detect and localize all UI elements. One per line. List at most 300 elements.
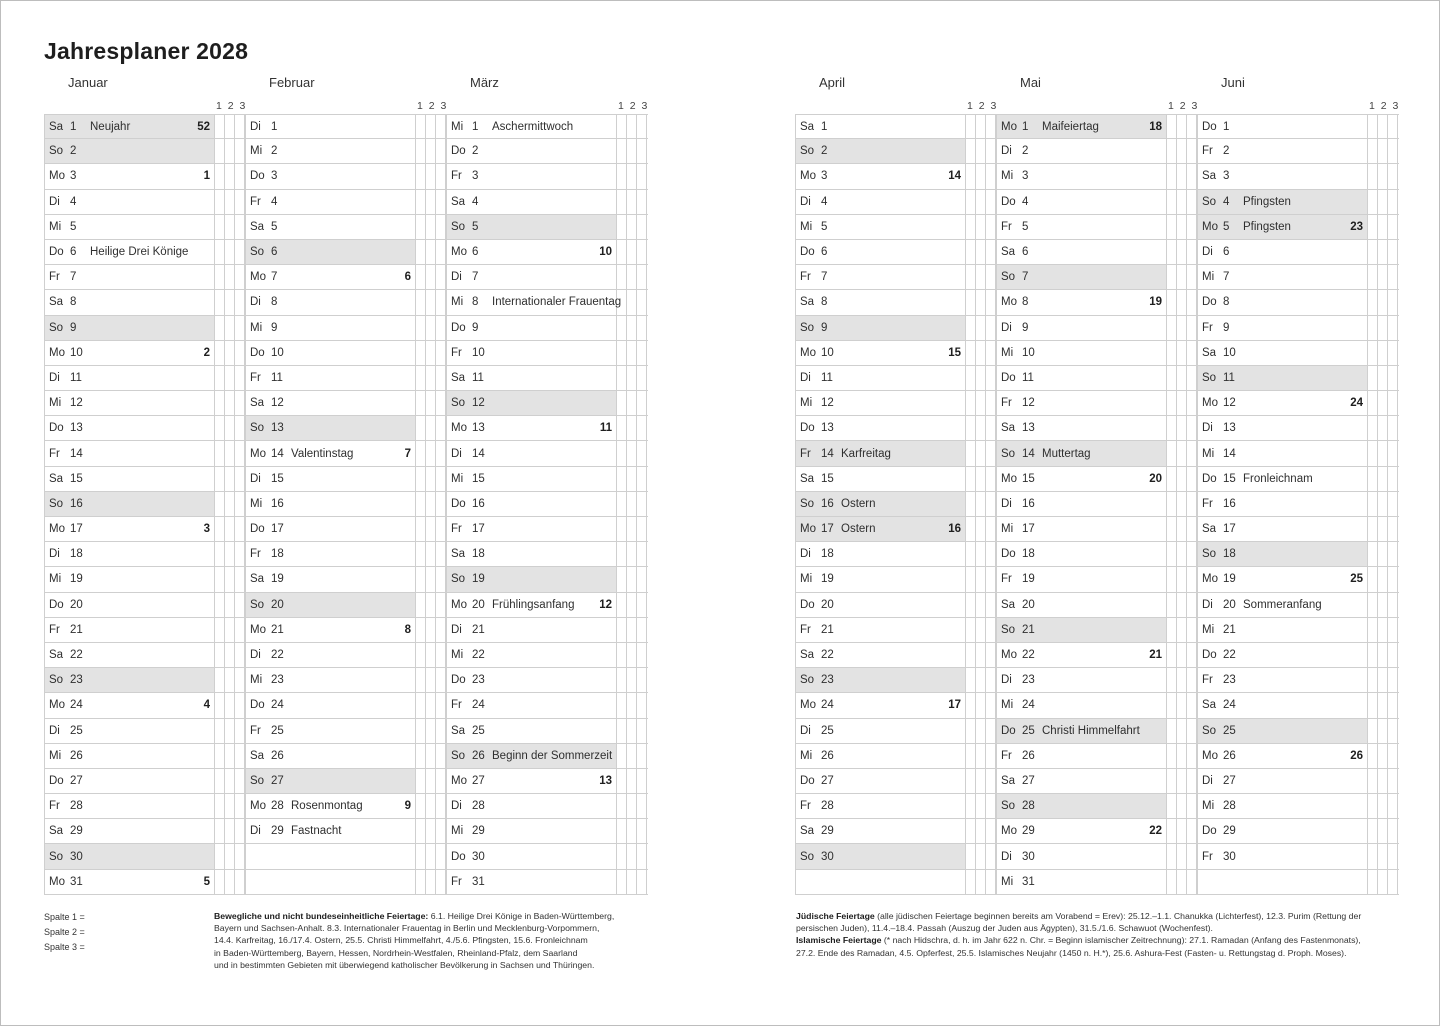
- note-column-3[interactable]: [1187, 316, 1197, 340]
- day-cell[interactable]: [795, 391, 966, 415]
- day-row[interactable]: [996, 517, 1198, 542]
- note-column-2[interactable]: [426, 441, 436, 465]
- note-column-1[interactable]: [416, 769, 426, 793]
- note-column-3[interactable]: [1388, 870, 1398, 894]
- note-column-2[interactable]: [976, 593, 986, 617]
- day-cell[interactable]: [795, 844, 966, 868]
- day-row[interactable]: [245, 668, 447, 693]
- note-column-2[interactable]: [426, 341, 436, 365]
- note-column-1[interactable]: [617, 441, 627, 465]
- day-cell[interactable]: [996, 215, 1167, 239]
- day-row[interactable]: [446, 769, 648, 794]
- note-column-3[interactable]: [1187, 870, 1197, 894]
- day-cell[interactable]: [996, 744, 1167, 768]
- day-row[interactable]: [795, 391, 997, 416]
- day-cell[interactable]: [996, 115, 1167, 138]
- day-row[interactable]: [245, 316, 447, 341]
- note-column-3[interactable]: [1187, 542, 1197, 566]
- day-cell[interactable]: [996, 668, 1167, 692]
- day-cell[interactable]: [44, 744, 215, 768]
- note-column-3[interactable]: [436, 769, 446, 793]
- note-column-3[interactable]: [637, 517, 647, 541]
- note-column-2[interactable]: [627, 819, 637, 843]
- note-column-2[interactable]: [225, 719, 235, 743]
- day-cell[interactable]: [795, 492, 966, 516]
- note-column-3[interactable]: [235, 366, 245, 390]
- day-row[interactable]: [1197, 114, 1399, 139]
- day-cell[interactable]: [245, 139, 416, 163]
- note-column-3[interactable]: [986, 643, 996, 667]
- note-column-1[interactable]: [416, 467, 426, 491]
- note-column-3[interactable]: [1388, 441, 1398, 465]
- note-column-3[interactable]: [1187, 492, 1197, 516]
- day-cell[interactable]: [44, 819, 215, 843]
- day-row[interactable]: [795, 643, 997, 668]
- note-column-2[interactable]: [976, 744, 986, 768]
- note-column-3[interactable]: [436, 115, 446, 138]
- note-column-1[interactable]: [966, 316, 976, 340]
- note-column-2[interactable]: [225, 567, 235, 591]
- note-column-1[interactable]: [215, 492, 225, 516]
- note-column-2[interactable]: [1378, 115, 1388, 138]
- day-row[interactable]: [44, 416, 246, 441]
- note-column-1[interactable]: [416, 542, 426, 566]
- note-column-1[interactable]: [617, 693, 627, 717]
- day-cell[interactable]: [44, 794, 215, 818]
- day-cell[interactable]: [996, 290, 1167, 314]
- note-column-3[interactable]: [986, 139, 996, 163]
- day-cell[interactable]: [245, 115, 416, 138]
- note-column-3[interactable]: [1187, 115, 1197, 138]
- note-column-1[interactable]: [966, 643, 976, 667]
- note-column-1[interactable]: [1368, 844, 1378, 868]
- note-column-1[interactable]: [617, 115, 627, 138]
- day-row[interactable]: [1197, 391, 1399, 416]
- note-column-3[interactable]: [235, 441, 245, 465]
- note-column-3[interactable]: [1187, 190, 1197, 214]
- day-row[interactable]: [996, 265, 1198, 290]
- note-column-1[interactable]: [416, 139, 426, 163]
- day-cell[interactable]: [1197, 542, 1368, 566]
- day-cell[interactable]: [245, 441, 416, 465]
- note-column-3[interactable]: [235, 115, 245, 138]
- note-column-2[interactable]: [426, 492, 436, 516]
- day-cell[interactable]: [245, 416, 416, 440]
- note-column-2[interactable]: [976, 542, 986, 566]
- day-cell[interactable]: [996, 467, 1167, 491]
- day-cell[interactable]: [446, 316, 617, 340]
- note-column-1[interactable]: [1368, 467, 1378, 491]
- day-cell[interactable]: [44, 139, 215, 163]
- day-row[interactable]: [996, 844, 1198, 869]
- note-column-3[interactable]: [1187, 467, 1197, 491]
- note-column-2[interactable]: [1378, 366, 1388, 390]
- note-column-3[interactable]: [1388, 115, 1398, 138]
- note-column-3[interactable]: [986, 290, 996, 314]
- note-column-3[interactable]: [637, 769, 647, 793]
- note-column-2[interactable]: [627, 416, 637, 440]
- note-column-3[interactable]: [1187, 668, 1197, 692]
- note-column-2[interactable]: [976, 164, 986, 188]
- day-cell[interactable]: [996, 542, 1167, 566]
- note-column-2[interactable]: [225, 190, 235, 214]
- note-column-1[interactable]: [617, 618, 627, 642]
- note-column-2[interactable]: [426, 794, 436, 818]
- day-row[interactable]: [44, 769, 246, 794]
- note-column-1[interactable]: [966, 441, 976, 465]
- note-column-2[interactable]: [426, 567, 436, 591]
- note-column-2[interactable]: [1177, 794, 1187, 818]
- day-row[interactable]: [1197, 316, 1399, 341]
- day-cell[interactable]: [245, 265, 416, 289]
- day-cell[interactable]: [795, 139, 966, 163]
- day-row[interactable]: [996, 618, 1198, 643]
- day-row[interactable]: [795, 441, 997, 466]
- note-column-1[interactable]: [966, 819, 976, 843]
- note-column-3[interactable]: [235, 467, 245, 491]
- day-row[interactable]: [446, 316, 648, 341]
- note-column-2[interactable]: [426, 467, 436, 491]
- note-column-1[interactable]: [416, 819, 426, 843]
- day-row[interactable]: [245, 215, 447, 240]
- note-column-3[interactable]: [235, 139, 245, 163]
- day-cell[interactable]: [1197, 517, 1368, 541]
- note-column-2[interactable]: [1177, 744, 1187, 768]
- note-column-3[interactable]: [637, 719, 647, 743]
- day-row[interactable]: [245, 441, 447, 466]
- day-row[interactable]: [245, 693, 447, 718]
- day-row[interactable]: [795, 517, 997, 542]
- day-row[interactable]: [996, 542, 1198, 567]
- note-column-1[interactable]: [1368, 593, 1378, 617]
- note-column-2[interactable]: [1378, 668, 1388, 692]
- note-column-1[interactable]: [215, 693, 225, 717]
- note-column-1[interactable]: [617, 416, 627, 440]
- note-column-3[interactable]: [986, 870, 996, 894]
- note-column-3[interactable]: [1388, 719, 1398, 743]
- day-row[interactable]: [1197, 844, 1399, 869]
- day-row[interactable]: [245, 190, 447, 215]
- day-cell[interactable]: [996, 643, 1167, 667]
- note-column-2[interactable]: [225, 593, 235, 617]
- note-column-2[interactable]: [225, 164, 235, 188]
- note-column-2[interactable]: [1177, 164, 1187, 188]
- day-row[interactable]: [245, 593, 447, 618]
- note-column-3[interactable]: [436, 316, 446, 340]
- note-column-2[interactable]: [225, 517, 235, 541]
- day-row[interactable]: [245, 769, 447, 794]
- note-column-3[interactable]: [637, 643, 647, 667]
- day-row[interactable]: [996, 290, 1198, 315]
- note-column-1[interactable]: [1368, 870, 1378, 894]
- day-row[interactable]: [44, 492, 246, 517]
- note-column-2[interactable]: [1378, 391, 1388, 415]
- day-row[interactable]: [44, 870, 246, 895]
- day-row[interactable]: [446, 416, 648, 441]
- day-cell[interactable]: [1197, 115, 1368, 138]
- note-column-3[interactable]: [436, 190, 446, 214]
- day-cell[interactable]: [795, 441, 966, 465]
- note-column-1[interactable]: [1167, 567, 1177, 591]
- day-row[interactable]: [795, 366, 997, 391]
- day-row[interactable]: [1197, 341, 1399, 366]
- day-cell[interactable]: [245, 240, 416, 264]
- day-row[interactable]: [446, 693, 648, 718]
- day-cell[interactable]: [996, 567, 1167, 591]
- day-row[interactable]: [1197, 567, 1399, 592]
- day-cell[interactable]: [996, 819, 1167, 843]
- note-column-1[interactable]: [215, 517, 225, 541]
- day-cell[interactable]: [446, 618, 617, 642]
- note-column-1[interactable]: [1167, 441, 1177, 465]
- note-column-1[interactable]: [1167, 643, 1177, 667]
- note-column-2[interactable]: [1378, 265, 1388, 289]
- note-column-1[interactable]: [416, 744, 426, 768]
- note-column-3[interactable]: [1187, 618, 1197, 642]
- day-row[interactable]: [1197, 819, 1399, 844]
- note-column-1[interactable]: [966, 744, 976, 768]
- day-cell[interactable]: [446, 290, 622, 314]
- day-cell[interactable]: [446, 844, 617, 868]
- day-row[interactable]: [446, 567, 648, 592]
- note-column-2[interactable]: [627, 316, 637, 340]
- note-column-2[interactable]: [426, 668, 436, 692]
- note-column-1[interactable]: [617, 844, 627, 868]
- day-row[interactable]: [1197, 215, 1399, 240]
- day-cell[interactable]: [245, 870, 416, 894]
- day-row[interactable]: [446, 441, 648, 466]
- note-column-1[interactable]: [617, 567, 627, 591]
- note-column-1[interactable]: [966, 290, 976, 314]
- day-row[interactable]: [446, 593, 648, 618]
- note-column-3[interactable]: [986, 618, 996, 642]
- day-cell[interactable]: [1197, 341, 1368, 365]
- day-cell[interactable]: [245, 542, 416, 566]
- note-column-2[interactable]: [1177, 567, 1187, 591]
- note-column-3[interactable]: [1388, 467, 1398, 491]
- day-cell[interactable]: [446, 115, 617, 138]
- note-column-3[interactable]: [1388, 819, 1398, 843]
- note-column-3[interactable]: [986, 164, 996, 188]
- day-row[interactable]: [245, 416, 447, 441]
- note-column-2[interactable]: [976, 844, 986, 868]
- day-row[interactable]: [1197, 366, 1399, 391]
- day-cell[interactable]: [1197, 366, 1368, 390]
- note-column-1[interactable]: [416, 719, 426, 743]
- note-column-2[interactable]: [976, 115, 986, 138]
- note-column-1[interactable]: [1167, 240, 1177, 264]
- note-column-1[interactable]: [966, 391, 976, 415]
- day-row[interactable]: [44, 719, 246, 744]
- note-column-3[interactable]: [986, 844, 996, 868]
- day-cell[interactable]: [1197, 819, 1368, 843]
- note-column-1[interactable]: [1368, 139, 1378, 163]
- day-cell[interactable]: [795, 265, 966, 289]
- note-column-3[interactable]: [235, 265, 245, 289]
- note-column-1[interactable]: [1368, 693, 1378, 717]
- day-row[interactable]: [795, 769, 997, 794]
- day-row[interactable]: [446, 870, 648, 895]
- note-column-3[interactable]: [637, 164, 647, 188]
- day-cell[interactable]: [44, 441, 215, 465]
- note-column-3[interactable]: [235, 794, 245, 818]
- note-column-1[interactable]: [1167, 366, 1177, 390]
- day-row[interactable]: [44, 316, 246, 341]
- note-column-1[interactable]: [215, 164, 225, 188]
- note-column-1[interactable]: [416, 492, 426, 516]
- day-row[interactable]: [795, 819, 997, 844]
- note-column-3[interactable]: [1187, 139, 1197, 163]
- note-column-3[interactable]: [436, 668, 446, 692]
- note-column-2[interactable]: [225, 668, 235, 692]
- note-column-2[interactable]: [1177, 844, 1187, 868]
- note-column-1[interactable]: [1167, 467, 1177, 491]
- note-column-3[interactable]: [986, 316, 996, 340]
- day-cell[interactable]: [795, 643, 966, 667]
- note-column-3[interactable]: [436, 567, 446, 591]
- note-column-3[interactable]: [436, 744, 446, 768]
- note-column-3[interactable]: [1388, 593, 1398, 617]
- note-column-3[interactable]: [235, 164, 245, 188]
- day-row[interactable]: [44, 643, 246, 668]
- note-column-3[interactable]: [637, 542, 647, 566]
- day-row[interactable]: [996, 240, 1198, 265]
- note-column-3[interactable]: [986, 593, 996, 617]
- day-cell[interactable]: [795, 215, 966, 239]
- day-row[interactable]: [245, 542, 447, 567]
- note-column-1[interactable]: [416, 265, 426, 289]
- note-column-2[interactable]: [1378, 693, 1388, 717]
- note-column-3[interactable]: [235, 517, 245, 541]
- note-column-2[interactable]: [426, 316, 436, 340]
- day-cell[interactable]: [245, 517, 416, 541]
- day-row[interactable]: [44, 139, 246, 164]
- note-column-3[interactable]: [436, 366, 446, 390]
- note-column-3[interactable]: [1388, 164, 1398, 188]
- note-column-2[interactable]: [225, 744, 235, 768]
- note-column-3[interactable]: [436, 593, 446, 617]
- note-column-2[interactable]: [225, 316, 235, 340]
- note-column-3[interactable]: [986, 416, 996, 440]
- note-column-3[interactable]: [1388, 769, 1398, 793]
- note-column-3[interactable]: [1388, 190, 1398, 214]
- day-row[interactable]: [245, 844, 447, 869]
- day-row[interactable]: [44, 190, 246, 215]
- day-cell[interactable]: [1197, 139, 1368, 163]
- note-column-3[interactable]: [986, 517, 996, 541]
- day-row[interactable]: [446, 618, 648, 643]
- note-column-2[interactable]: [1378, 341, 1388, 365]
- day-row[interactable]: [446, 215, 648, 240]
- day-cell[interactable]: [446, 265, 617, 289]
- note-column-3[interactable]: [1187, 567, 1197, 591]
- note-column-2[interactable]: [426, 139, 436, 163]
- day-row[interactable]: [1197, 794, 1399, 819]
- note-column-2[interactable]: [1177, 341, 1187, 365]
- day-row[interactable]: [795, 467, 997, 492]
- note-column-3[interactable]: [637, 240, 647, 264]
- day-cell[interactable]: [44, 870, 215, 894]
- note-column-2[interactable]: [627, 467, 637, 491]
- note-column-2[interactable]: [627, 215, 637, 239]
- note-column-2[interactable]: [426, 517, 436, 541]
- note-column-1[interactable]: [416, 517, 426, 541]
- note-column-1[interactable]: [215, 668, 225, 692]
- day-row[interactable]: [245, 517, 447, 542]
- day-cell[interactable]: [1197, 190, 1368, 214]
- note-column-3[interactable]: [1388, 492, 1398, 516]
- note-column-2[interactable]: [426, 190, 436, 214]
- day-row[interactable]: [446, 341, 648, 366]
- note-column-2[interactable]: [627, 668, 637, 692]
- note-column-3[interactable]: [986, 215, 996, 239]
- note-column-2[interactable]: [976, 416, 986, 440]
- day-cell[interactable]: [446, 190, 617, 214]
- note-column-2[interactable]: [1378, 542, 1388, 566]
- note-column-1[interactable]: [416, 215, 426, 239]
- note-column-1[interactable]: [416, 391, 426, 415]
- note-column-1[interactable]: [966, 593, 976, 617]
- note-column-3[interactable]: [1187, 844, 1197, 868]
- note-column-3[interactable]: [235, 391, 245, 415]
- note-column-2[interactable]: [1378, 618, 1388, 642]
- day-cell[interactable]: [795, 744, 966, 768]
- note-column-2[interactable]: [1378, 794, 1388, 818]
- day-cell[interactable]: [996, 265, 1167, 289]
- note-column-3[interactable]: [436, 416, 446, 440]
- note-column-1[interactable]: [1368, 316, 1378, 340]
- note-column-2[interactable]: [1378, 441, 1388, 465]
- day-cell[interactable]: [996, 492, 1167, 516]
- note-column-2[interactable]: [426, 819, 436, 843]
- day-cell[interactable]: [1197, 265, 1368, 289]
- note-column-2[interactable]: [976, 492, 986, 516]
- note-column-3[interactable]: [637, 391, 647, 415]
- note-column-1[interactable]: [1368, 744, 1378, 768]
- note-column-2[interactable]: [426, 744, 436, 768]
- day-row[interactable]: [245, 744, 447, 769]
- note-column-3[interactable]: [986, 744, 996, 768]
- day-row[interactable]: [996, 794, 1198, 819]
- day-cell[interactable]: [795, 416, 966, 440]
- day-cell[interactable]: [795, 316, 966, 340]
- day-row[interactable]: [446, 164, 648, 189]
- day-row[interactable]: [446, 366, 648, 391]
- note-column-1[interactable]: [1368, 794, 1378, 818]
- day-row[interactable]: [996, 316, 1198, 341]
- note-column-3[interactable]: [1187, 164, 1197, 188]
- note-column-2[interactable]: [976, 341, 986, 365]
- day-row[interactable]: [996, 769, 1198, 794]
- day-row[interactable]: [996, 819, 1198, 844]
- note-column-2[interactable]: [426, 366, 436, 390]
- day-row[interactable]: [996, 391, 1198, 416]
- note-column-2[interactable]: [1177, 366, 1187, 390]
- day-cell[interactable]: [44, 341, 215, 365]
- note-column-2[interactable]: [1378, 416, 1388, 440]
- note-column-1[interactable]: [966, 416, 976, 440]
- day-cell[interactable]: [245, 366, 416, 390]
- note-column-3[interactable]: [436, 290, 446, 314]
- day-cell[interactable]: [245, 164, 416, 188]
- day-row[interactable]: [795, 341, 997, 366]
- note-column-3[interactable]: [436, 240, 446, 264]
- note-column-3[interactable]: [1388, 794, 1398, 818]
- day-row[interactable]: [1197, 643, 1399, 668]
- day-row[interactable]: [245, 492, 447, 517]
- note-column-3[interactable]: [637, 316, 647, 340]
- day-cell[interactable]: [1197, 668, 1368, 692]
